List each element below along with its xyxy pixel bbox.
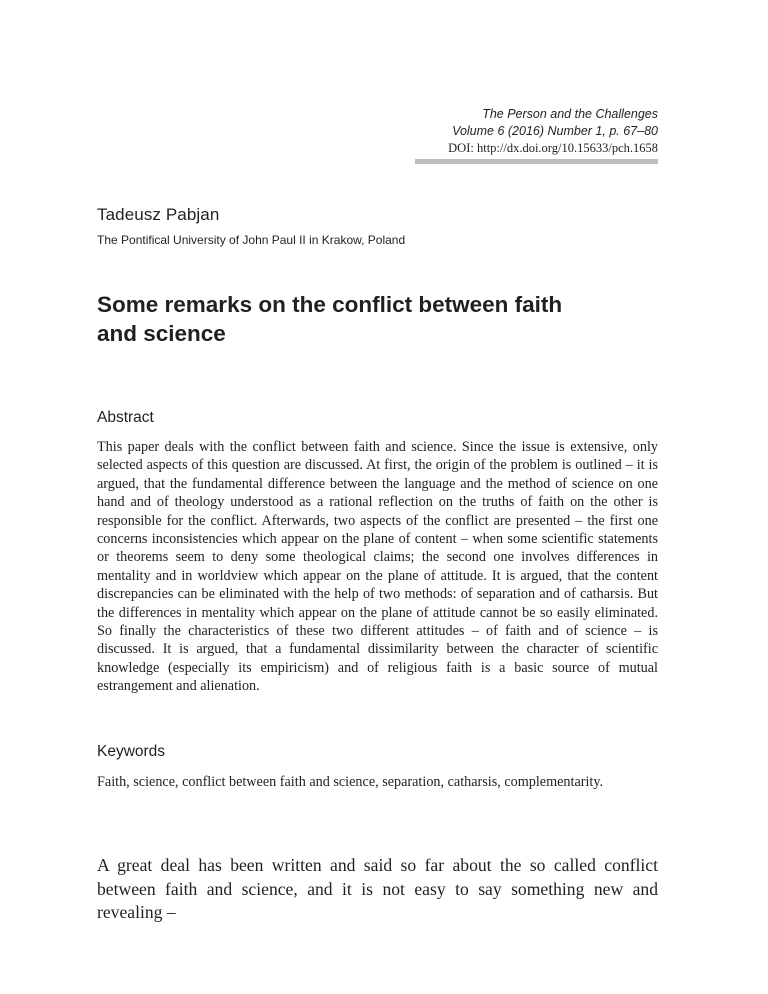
journal-title: The Person and the Challenges (482, 107, 658, 121)
journal-doi: DOI: http://dx.doi.org/10.15633/pch.1658 (448, 141, 658, 155)
body-paragraph: A great deal has been written and said so far about the so called conflict between faith and science, and it is not easy to say something new and revealing – (97, 855, 658, 922)
author-name: Tadeusz Pabjan (97, 205, 220, 224)
author-affiliation: The Pontifical University of John Paul II in Krakow, Poland (97, 233, 406, 247)
header-divider (415, 159, 658, 164)
abstract-heading: Abstract (97, 409, 154, 426)
keywords-heading: Keywords (97, 743, 166, 760)
article-title: Some remarks on the conflict between faith and science (97, 292, 563, 346)
journal-volume: Volume 6 (2016) Number 1, p. 67–80 (452, 124, 658, 138)
abstract-text: This paper deals with the conflict between faith and science. Since the issue is extensive, only selected aspects of this question are discussed. At first, the origin of the problem is outlined – it is argued, that the fundamental difference between the language and the method of science on one hand and of theology understood as a rational reflection on the truths of faith on the other is responsible for the conflict. Afterwards, two aspects of the conflict are presented – the first one concerns inconsistencies which appear on the plane of content – when some scientific statements or theorems seem to deny some theological claims; the second one involves differences in mentality and in worldview which appear on the plane of attitude. It is argued, that the content discrepancies can be eliminated with the help of two methods: of separation and of catharsis. But the differences in mentality which appear on the plane of attitude cannot be so easily eliminated. So finally the characteristics of these two different attitudes – of faith and of science – is discussed. It is argued, that a fundamental dissimilarity between the character of scientific knowledge (especially its empiricism) and of religious faith is a basic source of mutual estrangement and alienation. (97, 439, 658, 695)
journal-header (448, 106, 658, 157)
keywords-text: Faith, science, conflict between faith and science, separation, catharsis, complementarity. (97, 774, 604, 790)
